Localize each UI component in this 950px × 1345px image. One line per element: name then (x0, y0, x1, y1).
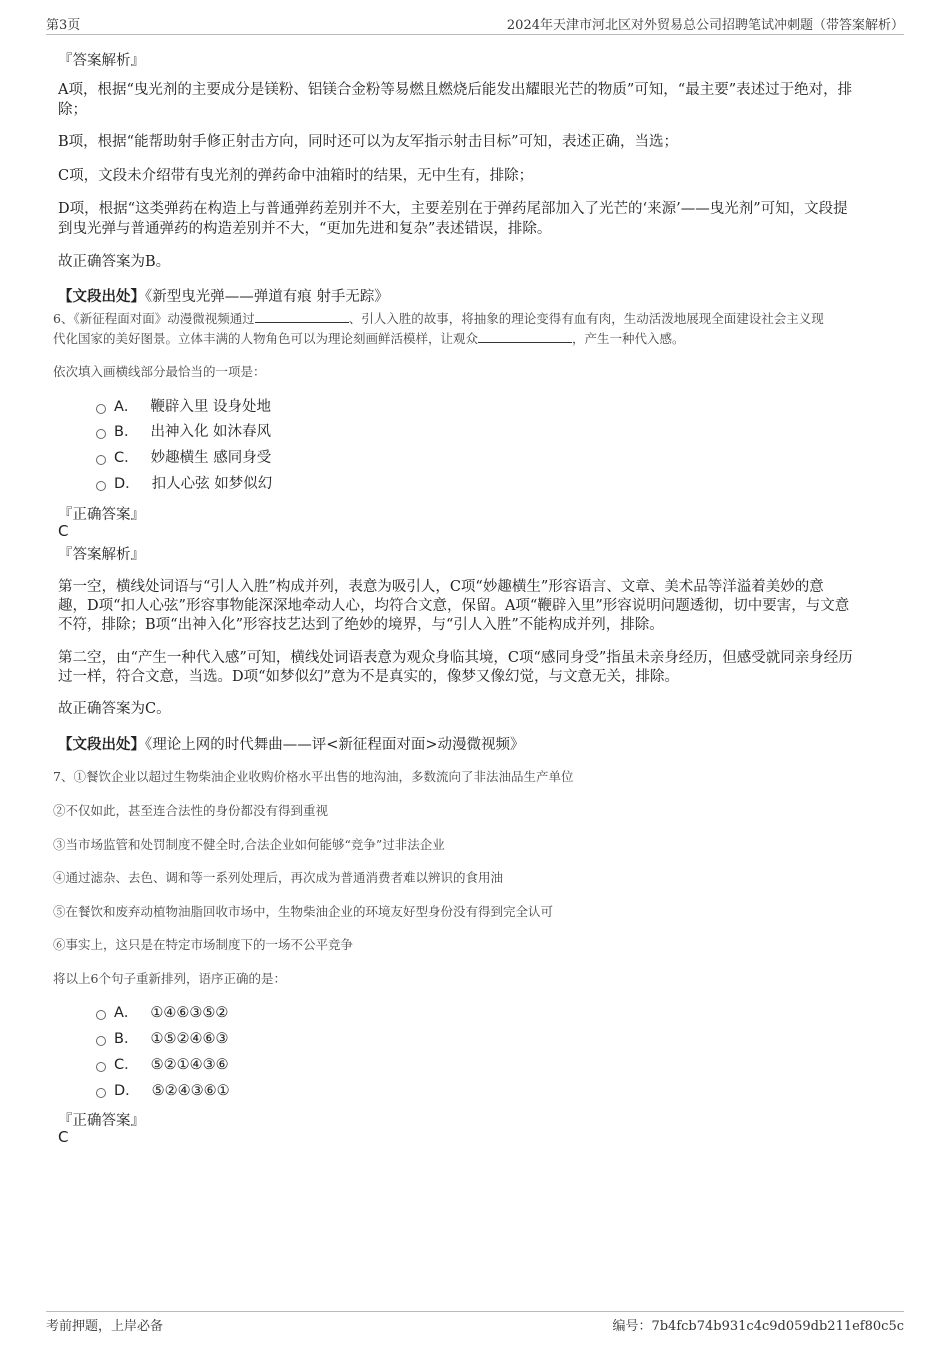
q5-conclusion: 故正确答案为B。 (58, 254, 171, 270)
q6-option-a[interactable]: A． 鞭辟入里 设身处地 (96, 396, 271, 418)
q7-option-d[interactable]: D． ⑤②④③⑥① (96, 1080, 230, 1102)
q6-stem-line2 (53, 328, 893, 349)
q5-analysis-a-line2: 除； (58, 102, 87, 118)
q6-stem-line2-part1: 代化国家的美好图景。立体丰满的人物角色可以为理论刻画鲜活模样，让观众 (53, 331, 479, 346)
q6-blank-1 (255, 308, 349, 323)
q6-stem-line1 (53, 308, 893, 329)
q6-source-label: 【文段出处】 (58, 736, 145, 753)
q5-analysis-d-line2: 到曳光弹与普通弹药的构造差别并不大，“更加先进和复杂”表述错误，排除。 (58, 221, 552, 237)
q6-analysis-p2-line2: 过一样，符合文意，当选。D项“如梦似幻”意为不是真实的，像梦又像幻觉，与文意无关，排除。 (58, 669, 679, 685)
q7-option-c[interactable]: C． ⑤②①④③⑥ (96, 1054, 229, 1076)
q5-analysis-c: C项，文段未介绍带有曳光剂的弹药命中油箱时的结果，无中生有，排除； (58, 168, 534, 184)
q6-analysis-p1-line1: 第一空，横线处词语与“引人入胜”构成并列，表意为吸引人，C项“妙趣横生”形容语言、文章、美术品等洋溢着美妙的意 (58, 579, 824, 595)
q7-sentence-5: ⑤在餐饮和废弃动植物油脂回收市场中，生物柴油企业的环境友好型身份没有得到完全认可 (53, 904, 554, 919)
radio-icon[interactable] (96, 1062, 106, 1072)
q7-sentence-1: 7、①餐饮企业以超过生物柴油企业收购价格水平出售的地沟油，多数流向了非法油品生产单位 (53, 769, 574, 784)
q6-stem-line2-part2: ，产生一种代入感。 (572, 331, 685, 346)
q6-option-d[interactable]: D． 扣人心弦 如梦似幻 (96, 473, 272, 495)
q6-correct-label: 『正确答案』 (58, 507, 145, 523)
q7-sentence-3: ③当市场监管和处罚制度不健全时,合法企业如何能够“竞争”过非法企业 (53, 837, 445, 852)
q6-blank-2 (478, 328, 572, 343)
q6-source-text: 《理论上网的时代舞曲——评<新征程面对面>动漫微视频》 (145, 737, 525, 753)
q7-correct-answer: C (58, 1128, 69, 1146)
q6-analysis-p1-line3: 不符，排除；B项“出神入化”形容技艺达到了绝妙的境界，与“引人入胜”不能构成并列，排除。 (58, 617, 664, 633)
q5-analysis-label: 『答案解析』 (58, 53, 145, 69)
q6-conclusion: 故正确答案为C。 (58, 701, 171, 717)
q6-analysis-p1-line2: 趣，D项“扣人心弦”形容事物能深深地牵动人心，均符合文意，保留。A项“鞭辟入里”形容说明问题透彻，切中要害，与文意 (58, 598, 850, 614)
q7-option-a[interactable]: A． ①④⑥③⑤② (96, 1002, 228, 1024)
radio-icon[interactable] (96, 455, 106, 465)
q7-correct-label: 『正确答案』 (58, 1113, 145, 1129)
q5-source-text: 《新型曳光弹——弹道有痕 射手无踪》 (145, 289, 389, 305)
page-number: 第3页 (46, 18, 81, 33)
radio-icon[interactable] (96, 429, 106, 439)
radio-icon[interactable] (96, 404, 106, 414)
footer-code: 编号：7b4fcb74b931c4c9d059db211ef80c5c (612, 1319, 904, 1334)
q7-sentence-4: ④通过滤杂、去色、调和等一系列处理后，再次成为普通消费者难以辨识的食用油 (53, 870, 504, 885)
radio-icon[interactable] (96, 1010, 106, 1020)
q5-source-label: 【文段出处】 (58, 288, 145, 305)
q5-analysis-d-line1: D项，根据“这类弹药在构造上与普通弹药差别并不大，主要差别在于弹药尾部加入了光芒的‘来源’——曳光剂”可知，文段提 (58, 201, 848, 217)
q6-source (58, 733, 525, 754)
q5-source (58, 285, 389, 306)
q6-correct-answer: C (58, 522, 69, 540)
q6-analysis-p2-line1: 第二空，由“产生一种代入感”可知，横线处词语表意为观众身临其境，C项“感同身受”指虽未亲身经历，但感受就同亲身经历 (58, 650, 853, 666)
footer-slogan: 考前押题，上岸必备 (46, 1319, 164, 1334)
radio-icon[interactable] (96, 481, 106, 491)
document-title: 2024年天津市河北区对外贸易总公司招聘笔试冲刺题（带答案解析） (506, 18, 904, 33)
q7-option-b[interactable]: B． ①⑤②④⑥③ (96, 1028, 228, 1050)
q5-analysis-a-line1: A项，根据“曳光剂的主要成分是镁粉、铝镁合金粉等易燃且燃烧后能发出耀眼光芒的物质”可知，“最主要”表述过于绝对，排 (58, 82, 853, 98)
q6-analysis-label: 『答案解析』 (58, 547, 145, 563)
radio-icon[interactable] (96, 1088, 106, 1098)
q6-stem-part2: 、引人入胜的故事，将抽象的理论变得有血有肉，生动活泼地展现全面建设社会主义现 (348, 311, 824, 326)
q7-prompt: 将以上6个句子重新排列，语序正确的是： (53, 971, 286, 986)
q7-sentence-2: ②不仅如此，甚至连合法性的身份都没有得到重视 (53, 803, 329, 818)
q7-sentence-6: ⑥事实上，这只是在特定市场制度下的一场不公平竞争 (53, 937, 354, 952)
page-header (46, 14, 904, 35)
q6-stem-part1: 6、《新征程面对面》动漫微视频通过 (53, 311, 255, 326)
q6-option-b[interactable]: B． 出神入化 如沐春风 (96, 421, 271, 443)
radio-icon[interactable] (96, 1036, 106, 1046)
q6-prompt: 依次填入画横线部分最恰当的一项是： (53, 364, 266, 379)
page-footer (46, 1311, 904, 1336)
q5-analysis-b: B项，根据“能帮助射手修正射击方向，同时还可以为友军指示射击目标”可知，表述正确，当选； (58, 134, 678, 150)
q6-option-c[interactable]: C． 妙趣横生 感同身受 (96, 447, 271, 469)
